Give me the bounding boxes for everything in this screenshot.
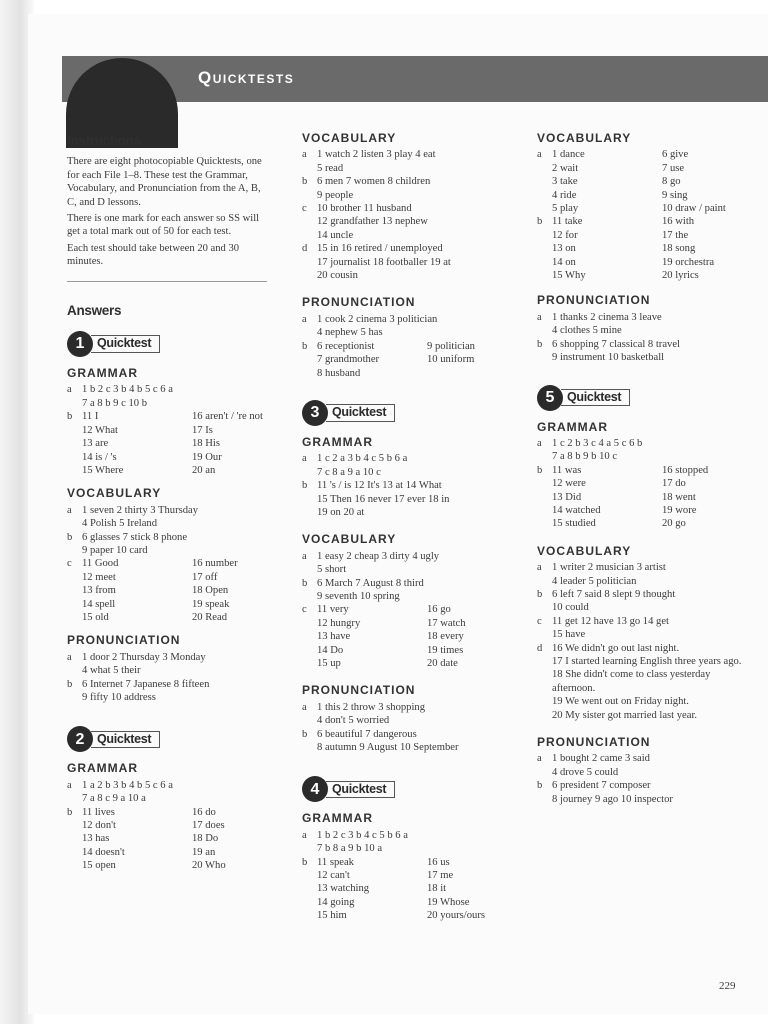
answer-row: 10 could bbox=[552, 602, 589, 614]
answer-row: 7 b 8 a 9 b 10 a bbox=[317, 843, 383, 855]
answer-row: b 6 March 7 August 8 third bbox=[302, 577, 424, 589]
grammar-heading: GRAMMAR bbox=[302, 811, 373, 826]
answer-row: 4 Polish 5 Ireland bbox=[82, 518, 158, 530]
answer-row: 9 people bbox=[317, 189, 354, 201]
answer-row: c 11 get 12 have 13 go 14 get bbox=[537, 615, 669, 627]
answer-row: b 6 Internet 7 Japanese 8 fifteen bbox=[67, 678, 210, 690]
quicktest-label: Quicktest bbox=[326, 404, 395, 421]
quicktest-2-header bbox=[67, 726, 272, 752]
pronunciation-heading: PRONUNCIATION bbox=[302, 295, 416, 310]
answer-row: a 1 writer 2 musician 3 artist bbox=[537, 562, 666, 574]
answer-row: b 11 take 16 with 12 for 17 the 13 on 18 song 14 on 19 orchestra 15 Why 20 lyrics bbox=[537, 216, 715, 282]
answer-row: 4 drove 5 could bbox=[552, 766, 619, 778]
answer-row: b 11 speak 16 us 12 can't 17 me 13 watching 18 it 14 going 19 Whose 15 him 20 yours/ours bbox=[302, 856, 485, 922]
answer-row: 15 have bbox=[552, 629, 586, 641]
answer-row: 17 journalist 18 footballer 19 at bbox=[317, 256, 451, 268]
answer-row: a 1 door 2 Thursday 3 Monday bbox=[67, 651, 206, 663]
instructions-heading: Instructions bbox=[67, 133, 141, 148]
answer-row: a 1 cook 2 cinema 3 politician bbox=[302, 313, 438, 325]
answer-row: a 1 c 2 b 3 c 4 a 5 c 6 b bbox=[537, 437, 643, 449]
answer-row: 4 nephew 5 has bbox=[317, 327, 383, 339]
column-1 bbox=[67, 130, 272, 873]
answer-row: 4 what 5 their bbox=[82, 665, 141, 677]
vocabulary-heading: VOCABULARY bbox=[302, 532, 397, 547]
answer-row: 20 cousin bbox=[317, 270, 358, 282]
answers-heading: Answers bbox=[67, 302, 122, 318]
vocabulary-heading: VOCABULARY bbox=[537, 131, 632, 145]
answer-row: a 1 bought 2 came 3 said bbox=[537, 753, 650, 765]
quicktest-label: Quicktest bbox=[91, 335, 160, 352]
answer-row: b 11 's / is 12 It's 13 at 14 What bbox=[302, 480, 442, 492]
answer-row: d 15 in 16 retired / unemployed bbox=[302, 243, 443, 255]
pronunciation-heading: PRONUNCIATION bbox=[537, 735, 651, 750]
quicktest-4-header bbox=[302, 776, 527, 802]
answer-row: 8 journey 9 ago 10 inspector bbox=[552, 793, 673, 805]
answer-row: b 11 I 16 aren't / 're not 12 What 17 Is 13 are 18 His 14 is / 's 19 Our 15 Where 20 an bbox=[67, 411, 263, 476]
vocabulary-heading: VOCABULARY bbox=[67, 486, 162, 501]
page-title: Quicktests bbox=[198, 68, 295, 87]
answer-row: a 1 this 2 throw 3 shopping bbox=[302, 701, 426, 713]
answer-row: c 11 very 16 go 12 hungry 17 watch 13 have 18 every 14 Do 19 times 15 up 20 date bbox=[302, 604, 466, 669]
grammar-heading: GRAMMAR bbox=[67, 366, 138, 381]
answer-row: b 6 left 7 said 8 slept 9 thought bbox=[537, 588, 676, 600]
grammar-heading: GRAMMAR bbox=[67, 761, 138, 776]
answer-row: 9 instrument 10 basketball bbox=[552, 352, 665, 364]
page-number: 229 bbox=[719, 980, 736, 992]
quicktest-label: Quicktest bbox=[326, 781, 395, 798]
answer-row: 5 read bbox=[317, 162, 344, 174]
grammar-heading: GRAMMAR bbox=[537, 419, 608, 434]
quicktest-label: Quicktest bbox=[561, 389, 630, 406]
answer-row: 12 grandfather 13 nephew bbox=[317, 216, 428, 228]
answer-row: 4 leader 5 politician bbox=[552, 575, 637, 587]
quicktest-number: 5 bbox=[537, 385, 563, 411]
instructions-paragraph: There are eight photocopiable Quicktests, one for each File 1–8. These test the Grammar, Vocabulary, and Pronunciation from the A, B, C, and D lessons. bbox=[67, 156, 262, 208]
answer-row: 7 a 8 b 9 c 10 b bbox=[82, 397, 148, 409]
answer-row: 5 short bbox=[317, 564, 347, 576]
answer-row: a 1 easy 2 cheap 3 dirty 4 ugly bbox=[302, 550, 440, 562]
quicktest-number: 3 bbox=[302, 400, 328, 426]
answer-row: 7 a 8 c 9 a 10 a bbox=[82, 793, 146, 805]
pronunciation-heading: PRONUNCIATION bbox=[67, 633, 181, 648]
grammar-heading: GRAMMAR bbox=[302, 434, 373, 449]
answer-row: a 1 thanks 2 cinema 3 leave bbox=[537, 311, 662, 323]
quicktest-3-header bbox=[302, 400, 527, 426]
answer-row: a 1 c 2 a 3 b 4 c 5 b 6 a bbox=[302, 453, 408, 465]
answer-row: 9 seventh 10 spring bbox=[317, 590, 400, 602]
answer-row: 14 uncle bbox=[317, 229, 354, 241]
answer-row: b 6 glasses 7 stick 8 phone bbox=[67, 531, 188, 543]
divider bbox=[67, 281, 267, 282]
pronunciation-heading: PRONUNCIATION bbox=[537, 293, 651, 308]
vocabulary-heading: VOCABULARY bbox=[537, 543, 632, 558]
answer-row: b 6 beautiful 7 dangerous bbox=[302, 728, 417, 740]
answer-row: a 1 watch 2 listen 3 play 4 eat bbox=[302, 149, 436, 161]
pronunciation-heading: PRONUNCIATION bbox=[302, 683, 416, 698]
column-3 bbox=[537, 130, 752, 806]
quicktest-number: 2 bbox=[67, 726, 93, 752]
answer-row: b 6 president 7 composer bbox=[537, 780, 651, 792]
answer-row: 19 on 20 at bbox=[317, 506, 365, 518]
answer-row: c 11 Good 16 number 12 meet 17 off 13 from 18 Open 14 spell 19 speak 15 old 20 Read bbox=[67, 558, 238, 623]
quicktest-number: 4 bbox=[302, 776, 328, 802]
answer-row: a 1 b 2 c 3 b 4 c 5 b 6 a bbox=[302, 829, 408, 841]
answer-row: 9 paper 10 card bbox=[82, 544, 148, 556]
quicktest-1-header bbox=[67, 331, 272, 357]
answer-row: 4 clothes 5 mine bbox=[552, 325, 622, 337]
answer-row: 7 a 8 b 9 b 10 c bbox=[552, 451, 618, 463]
instructions-paragraph: Each test should take between 20 and 30 minutes. bbox=[67, 242, 240, 268]
vocabulary-heading: VOCABULARY bbox=[302, 131, 397, 145]
answer-row: 7 c 8 a 9 a 10 c bbox=[317, 466, 381, 478]
column-2 bbox=[302, 130, 527, 923]
quicktest-5-header bbox=[537, 385, 752, 411]
answer-row: a 1 a 2 b 3 b 4 b 5 c 6 a bbox=[67, 779, 173, 791]
quicktest-number: 1 bbox=[67, 331, 93, 357]
answer-row: 4 don't 5 worried bbox=[317, 715, 390, 727]
answer-row: b 11 was 16 stopped 12 were 17 do 13 Did 18 went 14 watched 19 wore 15 studied 20 go bbox=[537, 464, 709, 530]
answer-row: b 6 receptionist 9 politician 7 grandmother 10 uniform 8 husband bbox=[302, 340, 475, 379]
answer-row: 15 Then 16 never 17 ever 18 in bbox=[317, 493, 450, 505]
answer-row: c 10 brother 11 husband bbox=[302, 203, 412, 215]
answer-row: b 11 lives 16 do 12 don't 17 does 13 has 18 Do 14 doesn't 19 an 15 open 20 Who bbox=[67, 806, 226, 872]
answer-row: b 6 men 7 women 8 children bbox=[302, 176, 431, 188]
answer-row: a 1 b 2 c 3 b 4 b 5 c 6 a bbox=[67, 384, 173, 396]
answer-row: b 6 shopping 7 classical 8 travel bbox=[537, 338, 680, 350]
instructions-paragraph: There is one mark for each answer so SS will get a total mark out of 50 for each test. bbox=[67, 213, 260, 238]
answer-row: a 1 dance 6 give 2 wait 7 use 3 take 8 go 4 ride 9 sing 5 play 10 draw / paint bbox=[537, 149, 726, 215]
quicktest-label: Quicktest bbox=[91, 731, 160, 748]
answer-row: 9 fifty 10 address bbox=[82, 692, 156, 703]
answer-row: d 16 We didn't go out last night. 17 I started learning English three years ago. 18 She didn't come to class yesterday afternoon. 19 We went out on Friday night. 20 My sister got married last year. bbox=[537, 642, 742, 721]
answer-row: a 1 seven 2 thirty 3 Thursday bbox=[67, 504, 199, 516]
answer-row: 8 autumn 9 August 10 September bbox=[317, 742, 459, 754]
